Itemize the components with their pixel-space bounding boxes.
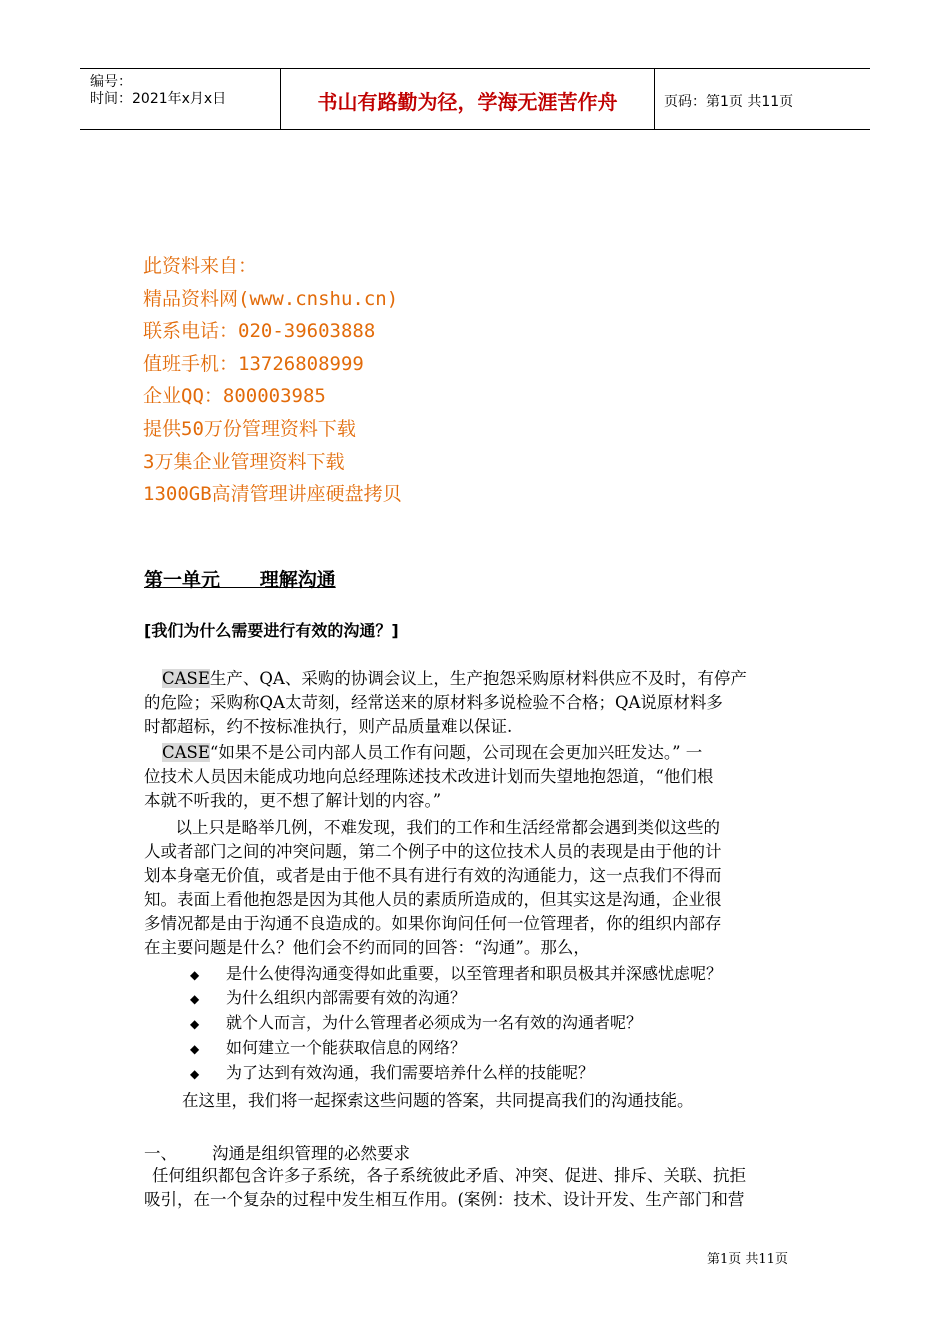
bullet-text: 如何建立一个能获取信息的网络？ bbox=[226, 1038, 467, 1057]
case2-line: 本就不听我的，更不想了解计划的内容。” bbox=[144, 791, 442, 810]
doc-time-label: 时间：2021年x月x日 bbox=[90, 91, 227, 107]
case-label: CASE bbox=[162, 743, 210, 762]
ad-line: 联系电话：020-39603888 bbox=[143, 320, 376, 343]
diamond-bullet-icon: ◆ bbox=[190, 992, 200, 1006]
case1-text: 生产、QA、采购的协调会议上，生产抱怨采购原材料供应不及时，有停产 bbox=[209, 669, 747, 688]
ad-line: 值班手机：13726808999 bbox=[143, 352, 364, 375]
paragraph-line: 多情况都是由于沟通不良造成的。如果你询问任何一位管理者，你的组织内部存 bbox=[144, 914, 722, 933]
ad-line: 企业QQ：800003985 bbox=[143, 385, 326, 408]
paragraph-line: 划本身毫无价值，或者是由于他不具有进行有效的沟通能力，这一点我们不得而 bbox=[144, 866, 722, 885]
bullet-item bbox=[190, 986, 466, 1010]
header-left-cell bbox=[80, 69, 280, 129]
section-body-line: 吸引，在一个复杂的过程中发生相互作用。(案例：技术、设计开发、生产部门和营 bbox=[144, 1190, 745, 1209]
header-middle-cell bbox=[280, 69, 655, 129]
paragraph-line: 知。表面上看他抱怨是因为其他人员的素质所造成的，但其实这是沟通，企业很 bbox=[144, 890, 722, 909]
bullet-item bbox=[190, 962, 722, 986]
section-heading bbox=[144, 1140, 410, 1164]
paragraph-line: 以上只是略举几例，不难发现，我们的工作和生活经常都会遇到类似这些的 bbox=[144, 818, 720, 837]
case2-text: “如果不是公司内部人员工作有问题，公司现在会更加兴旺发达。” 一 bbox=[209, 743, 703, 762]
case1-line: 的危险；采购称QA太苛刻，经常送来的原材料多说检验不合格；QA说原材料多 bbox=[144, 693, 723, 712]
ad-line: 精品资料网(www.cnshu.cn) bbox=[143, 287, 399, 310]
ad-line: 此资料来自： bbox=[143, 255, 258, 277]
diamond-bullet-icon: ◆ bbox=[190, 1017, 200, 1031]
source-ad-block bbox=[143, 250, 402, 511]
section-body-line: 任何组织都包含许多子系统，各子系统彼此矛盾、冲突、促进、排斥、关联、抗拒 bbox=[152, 1166, 746, 1185]
case-label: CASE bbox=[162, 669, 210, 688]
section-question: [我们为什么需要进行有效的沟通？] bbox=[144, 621, 399, 640]
ad-line: 1300GB高清管理讲座硬盘拷贝 bbox=[143, 483, 402, 506]
diamond-bullet-icon: ◆ bbox=[190, 1067, 200, 1081]
case2-line bbox=[144, 741, 702, 765]
header-right-cell bbox=[654, 69, 870, 129]
section-title: 沟通是组织管理的必然要求 bbox=[212, 1144, 410, 1163]
unit-title: 第一单元 理解沟通 bbox=[144, 569, 336, 591]
page-header bbox=[80, 68, 870, 130]
ad-line: 3万集企业管理资料下载 bbox=[143, 450, 345, 473]
paragraph-line: 在主要问题是什么？他们会不约而同的回答：“沟通”。那么， bbox=[144, 938, 590, 957]
case1-line: 时都超标，约不按标准执行，则产品质量难以保证. bbox=[144, 717, 513, 736]
paragraph-line: 人或者部门之间的冲突问题，第二个例子中的这位技术人员的表现是由于他的计 bbox=[144, 842, 722, 861]
bullet-text: 就个人而言，为什么管理者必须成为一名有效的沟通者呢？ bbox=[226, 1013, 643, 1032]
bullet-item bbox=[190, 1036, 466, 1060]
closing-line: 在这里，我们将一起探索这些问题的答案，共同提高我们的沟通技能。 bbox=[182, 1091, 694, 1110]
case1-line bbox=[144, 667, 747, 691]
diamond-bullet-icon: ◆ bbox=[190, 968, 200, 982]
bullet-item bbox=[190, 1011, 642, 1035]
bullet-text: 是什么使得沟通变得如此重要，以至管理者和职员极其并深感忧虑呢？ bbox=[226, 964, 723, 983]
case2-line: 位技术人员因未能成功地向总经理陈述技术改进计划而失望地抱怨道，“他们根 bbox=[144, 767, 714, 786]
header-motto: 书山有路勤为径，学海无涯苦作舟 bbox=[317, 90, 618, 114]
bullet-text: 为什么组织内部需要有效的沟通？ bbox=[226, 988, 467, 1007]
bullet-text: 为了达到有效沟通，我们需要培养什么样的技能呢？ bbox=[226, 1063, 595, 1082]
bullet-item bbox=[190, 1061, 594, 1085]
page-footer: 第1页 共11页 bbox=[707, 1252, 788, 1267]
header-page-label: 页码：第1页 共11页 bbox=[664, 94, 794, 110]
section-number: 一、 bbox=[144, 1144, 177, 1163]
ad-line: 提供50万份管理资料下载 bbox=[143, 417, 356, 440]
doc-code-label: 编号： bbox=[90, 74, 132, 90]
diamond-bullet-icon: ◆ bbox=[190, 1042, 200, 1056]
